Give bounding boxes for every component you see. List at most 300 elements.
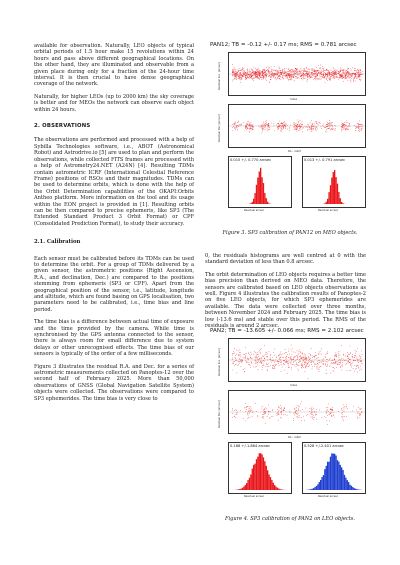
scatter-point bbox=[243, 73, 244, 74]
histogram-bar bbox=[344, 475, 345, 490]
histogram-bar bbox=[345, 478, 346, 490]
scatter-point bbox=[257, 74, 258, 75]
histogram-bar bbox=[247, 480, 248, 490]
scatter-point bbox=[278, 128, 279, 129]
scatter-point bbox=[335, 73, 336, 74]
scatter-point bbox=[239, 75, 240, 76]
scatter-point bbox=[317, 75, 318, 76]
scatter-point bbox=[251, 358, 252, 359]
scatter-point bbox=[266, 75, 267, 76]
scatter-point bbox=[306, 359, 307, 360]
scatter-point bbox=[353, 360, 354, 361]
scatter-point bbox=[360, 72, 361, 73]
scatter-point bbox=[232, 363, 233, 364]
scatter-point bbox=[302, 80, 303, 81]
scatter-point bbox=[249, 413, 250, 414]
scatter-point bbox=[258, 360, 259, 361]
scatter-point bbox=[285, 361, 286, 362]
scatter-point bbox=[263, 69, 264, 70]
scatter-point bbox=[317, 123, 318, 124]
scatter-point bbox=[349, 370, 350, 371]
scatter-point bbox=[325, 357, 326, 358]
scatter-point bbox=[238, 126, 239, 127]
scatter-point bbox=[244, 354, 245, 355]
scatter-point bbox=[278, 70, 279, 71]
scatter-point bbox=[342, 70, 343, 71]
scatter-point bbox=[349, 74, 350, 75]
scatter-point bbox=[349, 78, 350, 79]
scatter-point bbox=[246, 353, 247, 354]
scatter-point bbox=[251, 122, 252, 123]
scatter-point bbox=[316, 74, 317, 75]
scatter-point bbox=[309, 411, 310, 412]
scatter-point bbox=[312, 75, 313, 76]
scatter-point bbox=[268, 123, 269, 124]
scatter-point bbox=[308, 378, 309, 379]
scatter-point bbox=[330, 412, 331, 413]
scatter-point bbox=[288, 69, 289, 70]
scatter-point bbox=[235, 360, 236, 361]
scatter-point bbox=[259, 127, 260, 128]
scatter-point bbox=[325, 74, 326, 75]
scatter-point bbox=[275, 78, 276, 79]
scatter-point bbox=[299, 126, 300, 127]
scatter-point bbox=[239, 76, 240, 77]
scatter-point bbox=[324, 77, 325, 78]
scatter-point bbox=[333, 363, 334, 364]
scatter-point bbox=[265, 127, 266, 128]
scatter-point bbox=[262, 124, 263, 125]
scatter-point bbox=[248, 409, 249, 410]
scatter-point bbox=[339, 357, 340, 358]
scatter-point bbox=[286, 78, 287, 79]
scatter-point bbox=[280, 412, 281, 413]
scatter-point bbox=[343, 77, 344, 78]
scatter-point bbox=[341, 76, 342, 77]
scatter-point bbox=[297, 358, 298, 359]
scatter-point bbox=[273, 352, 274, 353]
scatter-point bbox=[253, 78, 254, 79]
scatter-point bbox=[333, 78, 334, 79]
scatter-point bbox=[342, 74, 343, 75]
scatter-point bbox=[309, 365, 310, 366]
scatter-point bbox=[312, 366, 313, 367]
scatter-point bbox=[234, 69, 235, 70]
scatter-point bbox=[241, 124, 242, 125]
scatter-point bbox=[306, 74, 307, 75]
scatter-point bbox=[235, 76, 236, 77]
scatter-point bbox=[281, 79, 282, 80]
scatter-point bbox=[362, 74, 363, 75]
scatter-point bbox=[308, 414, 309, 415]
scatter-point bbox=[271, 71, 272, 72]
scatter-point bbox=[355, 73, 356, 74]
scatter-point bbox=[265, 129, 266, 130]
scatter-point bbox=[327, 359, 328, 360]
scatter-point bbox=[360, 74, 361, 75]
scatter-point bbox=[275, 71, 276, 72]
scatter-point bbox=[342, 414, 343, 415]
scatter-point bbox=[296, 407, 297, 408]
histogram-bar bbox=[320, 480, 321, 490]
scatter-point bbox=[270, 411, 271, 412]
scatter-point bbox=[342, 123, 343, 124]
scatter-point bbox=[301, 363, 302, 364]
scatter-point bbox=[261, 72, 262, 73]
scatter-point bbox=[237, 74, 238, 75]
histogram-bar bbox=[326, 202, 327, 204]
scatter-point bbox=[352, 357, 353, 358]
scatter-point bbox=[239, 71, 240, 72]
scatter-point bbox=[344, 411, 345, 412]
scatter-point bbox=[265, 125, 266, 126]
scatter-point bbox=[354, 78, 355, 79]
scatter-point bbox=[232, 355, 233, 356]
scatter-point bbox=[277, 70, 278, 71]
scatter-point bbox=[286, 361, 287, 362]
scatter-point bbox=[256, 363, 257, 364]
scatter-point bbox=[294, 352, 295, 353]
scatter-point bbox=[354, 406, 355, 407]
scatter-point bbox=[279, 358, 280, 359]
scatter-point bbox=[329, 122, 330, 123]
histogram-bar bbox=[328, 192, 329, 204]
scatter-point bbox=[258, 356, 259, 357]
scatter-point bbox=[274, 70, 275, 71]
scatter-point bbox=[264, 71, 265, 72]
scatter-point bbox=[246, 409, 247, 410]
scatter-point bbox=[300, 411, 301, 412]
scatter-point bbox=[258, 359, 259, 360]
scatter-point bbox=[343, 355, 344, 356]
scatter-point bbox=[282, 72, 283, 73]
scatter-point bbox=[348, 75, 349, 76]
scatter-point bbox=[293, 357, 294, 358]
scatter-point bbox=[277, 415, 278, 416]
scatter-point bbox=[315, 78, 316, 79]
scatter-point bbox=[248, 359, 249, 360]
scatter-point bbox=[336, 355, 337, 356]
scatter-point bbox=[308, 72, 309, 73]
scatter-point bbox=[358, 127, 359, 128]
fig3-dec-scatter bbox=[229, 105, 365, 147]
scatter-point bbox=[261, 75, 262, 76]
scatter-point bbox=[356, 78, 357, 79]
scatter-point bbox=[248, 76, 249, 77]
scatter-point bbox=[289, 367, 290, 368]
scatter-point bbox=[305, 354, 306, 355]
scatter-point bbox=[236, 72, 237, 73]
scatter-point bbox=[242, 362, 243, 363]
scatter-point bbox=[268, 72, 269, 73]
scatter-point bbox=[256, 361, 257, 362]
scatter-point bbox=[239, 355, 240, 356]
scatter-point bbox=[310, 74, 311, 75]
scatter-point bbox=[352, 365, 353, 366]
scatter-point bbox=[360, 417, 361, 418]
scatter-point bbox=[291, 345, 292, 346]
scatter-point bbox=[309, 68, 310, 69]
scatter-point bbox=[324, 416, 325, 417]
scatter-point bbox=[313, 76, 314, 77]
scatter-point bbox=[330, 366, 331, 367]
scatter-point bbox=[360, 80, 361, 81]
scatter-point bbox=[299, 356, 300, 357]
scatter-point bbox=[236, 409, 237, 410]
scatter-point bbox=[346, 364, 347, 365]
scatter-point bbox=[269, 351, 270, 352]
scatter-point bbox=[320, 74, 321, 75]
scatter-point bbox=[300, 404, 301, 405]
scatter-point bbox=[260, 127, 261, 128]
scatter-point bbox=[325, 354, 326, 355]
scatter-point bbox=[348, 361, 349, 362]
scatter-point bbox=[344, 128, 345, 129]
scatter-point bbox=[357, 359, 358, 360]
scatter-point bbox=[282, 410, 283, 411]
scatter-point bbox=[316, 72, 317, 73]
scatter-point bbox=[329, 125, 330, 126]
scatter-point bbox=[328, 123, 329, 124]
scatter-point bbox=[359, 79, 360, 80]
scatter-point bbox=[310, 358, 311, 359]
scatter-point bbox=[312, 126, 313, 127]
scatter-point bbox=[344, 124, 345, 125]
scatter-point bbox=[245, 355, 246, 356]
scatter-point bbox=[280, 131, 281, 132]
scatter-point bbox=[246, 79, 247, 80]
histogram-bar bbox=[261, 177, 262, 204]
scatter-point bbox=[303, 75, 304, 76]
scatter-point bbox=[265, 71, 266, 72]
scatter-point bbox=[313, 361, 314, 362]
scatter-point bbox=[291, 73, 292, 74]
fig4-ra-scatter-panel bbox=[228, 338, 366, 382]
scatter-point bbox=[314, 69, 315, 70]
scatter-point bbox=[358, 407, 359, 408]
scatter-point bbox=[349, 75, 350, 76]
scatter-point bbox=[287, 415, 288, 416]
scatter-point bbox=[342, 78, 343, 79]
scatter-point bbox=[340, 367, 341, 368]
scatter-point bbox=[253, 73, 254, 74]
scatter-point bbox=[341, 131, 342, 132]
scatter-point bbox=[273, 76, 274, 77]
scatter-point bbox=[245, 411, 246, 412]
scatter-point bbox=[354, 357, 355, 358]
scatter-point bbox=[312, 418, 313, 419]
fig4-dec-ylabel: Residual Dec [arcsec] bbox=[218, 399, 221, 428]
scatter-point bbox=[342, 73, 343, 74]
scatter-point bbox=[261, 77, 262, 78]
scatter-point bbox=[321, 348, 322, 349]
scatter-point bbox=[281, 418, 282, 419]
scatter-point bbox=[319, 78, 320, 79]
histogram-bar bbox=[338, 192, 339, 204]
scatter-point bbox=[360, 74, 361, 75]
scatter-point bbox=[290, 74, 291, 75]
scatter-point bbox=[309, 353, 310, 354]
scatter-point bbox=[308, 357, 309, 358]
scatter-point bbox=[245, 126, 246, 127]
scatter-point bbox=[296, 126, 297, 127]
scatter-point bbox=[254, 78, 255, 79]
scatter-point bbox=[329, 72, 330, 73]
scatter-point bbox=[241, 366, 242, 367]
fig4-ra-xlabel: Index bbox=[290, 384, 298, 387]
scatter-point bbox=[267, 416, 268, 417]
scatter-point bbox=[321, 362, 322, 363]
scatter-point bbox=[264, 361, 265, 362]
scatter-point bbox=[279, 78, 280, 79]
scatter-point bbox=[241, 78, 242, 79]
scatter-point bbox=[260, 349, 261, 350]
scatter-point bbox=[329, 73, 330, 74]
scatter-point bbox=[315, 128, 316, 129]
scatter-point bbox=[277, 127, 278, 128]
scatter-point bbox=[247, 413, 248, 414]
scatter-point bbox=[241, 125, 242, 126]
scatter-point bbox=[355, 369, 356, 370]
histogram-bar bbox=[268, 474, 269, 490]
scatter-point bbox=[311, 127, 312, 128]
scatter-point bbox=[268, 126, 269, 127]
scatter-point bbox=[260, 72, 261, 73]
scatter-point bbox=[306, 357, 307, 358]
scatter-point bbox=[301, 71, 302, 72]
scatter-point bbox=[337, 71, 338, 72]
histogram-bar bbox=[334, 454, 335, 490]
scatter-point bbox=[299, 351, 300, 352]
scatter-point bbox=[327, 352, 328, 353]
scatter-point bbox=[294, 124, 295, 125]
scatter-point bbox=[310, 417, 311, 418]
scatter-point bbox=[284, 68, 285, 69]
scatter-point bbox=[289, 411, 290, 412]
scatter-point bbox=[330, 72, 331, 73]
scatter-point bbox=[275, 74, 276, 75]
scatter-point bbox=[348, 354, 349, 355]
scatter-point bbox=[269, 75, 270, 76]
scatter-point bbox=[309, 76, 310, 77]
scatter-point bbox=[305, 359, 306, 360]
scatter-point bbox=[264, 409, 265, 410]
scatter-point bbox=[338, 355, 339, 356]
scatter-point bbox=[328, 76, 329, 77]
scatter-point bbox=[240, 74, 241, 75]
scatter-point bbox=[345, 77, 346, 78]
scatter-point bbox=[353, 79, 354, 80]
scatter-point bbox=[318, 354, 319, 355]
scatter-point bbox=[355, 356, 356, 357]
scatter-point bbox=[340, 74, 341, 75]
scatter-point bbox=[266, 126, 267, 127]
scatter-point bbox=[331, 74, 332, 75]
scatter-point bbox=[338, 73, 339, 74]
scatter-point bbox=[359, 126, 360, 127]
fig4-hist-left-xlabel: Residual arcsec bbox=[244, 495, 265, 498]
scatter-point bbox=[240, 79, 241, 80]
scatter-point bbox=[257, 73, 258, 74]
scatter-point bbox=[254, 73, 255, 74]
scatter-point bbox=[292, 75, 293, 76]
scatter-point bbox=[291, 361, 292, 362]
scatter-point bbox=[302, 75, 303, 76]
scatter-point bbox=[257, 352, 258, 353]
scatter-point bbox=[257, 415, 258, 416]
scatter-point bbox=[241, 124, 242, 125]
scatter-point bbox=[277, 73, 278, 74]
scatter-point bbox=[296, 414, 297, 415]
scatter-point bbox=[234, 124, 235, 125]
scatter-point bbox=[357, 70, 358, 71]
scatter-point bbox=[351, 73, 352, 74]
scatter-point bbox=[356, 351, 357, 352]
scatter-point bbox=[331, 360, 332, 361]
scatter-point bbox=[331, 129, 332, 130]
scatter-point bbox=[281, 126, 282, 127]
scatter-point bbox=[330, 125, 331, 126]
scatter-point bbox=[273, 366, 274, 367]
scatter-point bbox=[304, 361, 305, 362]
scatter-point bbox=[316, 76, 317, 77]
scatter-point bbox=[297, 411, 298, 412]
histogram-bar bbox=[252, 202, 253, 204]
scatter-point bbox=[239, 359, 240, 360]
scatter-point bbox=[358, 362, 359, 363]
scatter-point bbox=[313, 71, 314, 72]
scatter-point bbox=[330, 130, 331, 131]
scatter-point bbox=[280, 77, 281, 78]
scatter-point bbox=[283, 126, 284, 127]
scatter-point bbox=[295, 357, 296, 358]
scatter-point bbox=[263, 76, 264, 77]
scatter-point bbox=[345, 128, 346, 129]
scatter-point bbox=[233, 79, 234, 80]
scatter-point bbox=[242, 77, 243, 78]
paragraph-calibration: Each sensor must be calibrated before its TDMs can be used to determine the orbit. For a group of TDMs delivered by a given sensor, the astrometric positions (Right Ascension, R.A., and declination, Dec.) are compared to the positions stemming from ephemeris (SP3 or CPF). Apart from the geographical position of the sensor, i.e., latitude, longitude and altitude, which are found basing on GPS localisation, two parameters need to be calibrated, i.e., time bias and line period. bbox=[34, 255, 194, 313]
scatter-point bbox=[343, 76, 344, 77]
scatter-point bbox=[336, 356, 337, 357]
scatter-point bbox=[266, 122, 267, 123]
scatter-point bbox=[316, 409, 317, 410]
scatter-point bbox=[361, 369, 362, 370]
scatter-point bbox=[341, 359, 342, 360]
scatter-point bbox=[250, 410, 251, 411]
scatter-point bbox=[264, 359, 265, 360]
histogram-bar bbox=[275, 487, 276, 490]
scatter-point bbox=[279, 68, 280, 69]
scatter-point bbox=[262, 127, 263, 128]
scatter-point bbox=[233, 124, 234, 125]
scatter-point bbox=[300, 126, 301, 127]
scatter-point bbox=[343, 420, 344, 421]
scatter-point bbox=[294, 365, 295, 366]
scatter-point bbox=[256, 76, 257, 77]
scatter-point bbox=[358, 77, 359, 78]
scatter-point bbox=[292, 72, 293, 73]
scatter-point bbox=[312, 407, 313, 408]
scatter-point bbox=[316, 77, 317, 78]
histogram-bar bbox=[342, 470, 343, 490]
scatter-point bbox=[301, 402, 302, 403]
scatter-point bbox=[268, 405, 269, 406]
scatter-point bbox=[267, 124, 268, 125]
scatter-point bbox=[249, 354, 250, 355]
scatter-point bbox=[302, 122, 303, 123]
scatter-point bbox=[355, 74, 356, 75]
histogram-bar bbox=[271, 480, 272, 490]
